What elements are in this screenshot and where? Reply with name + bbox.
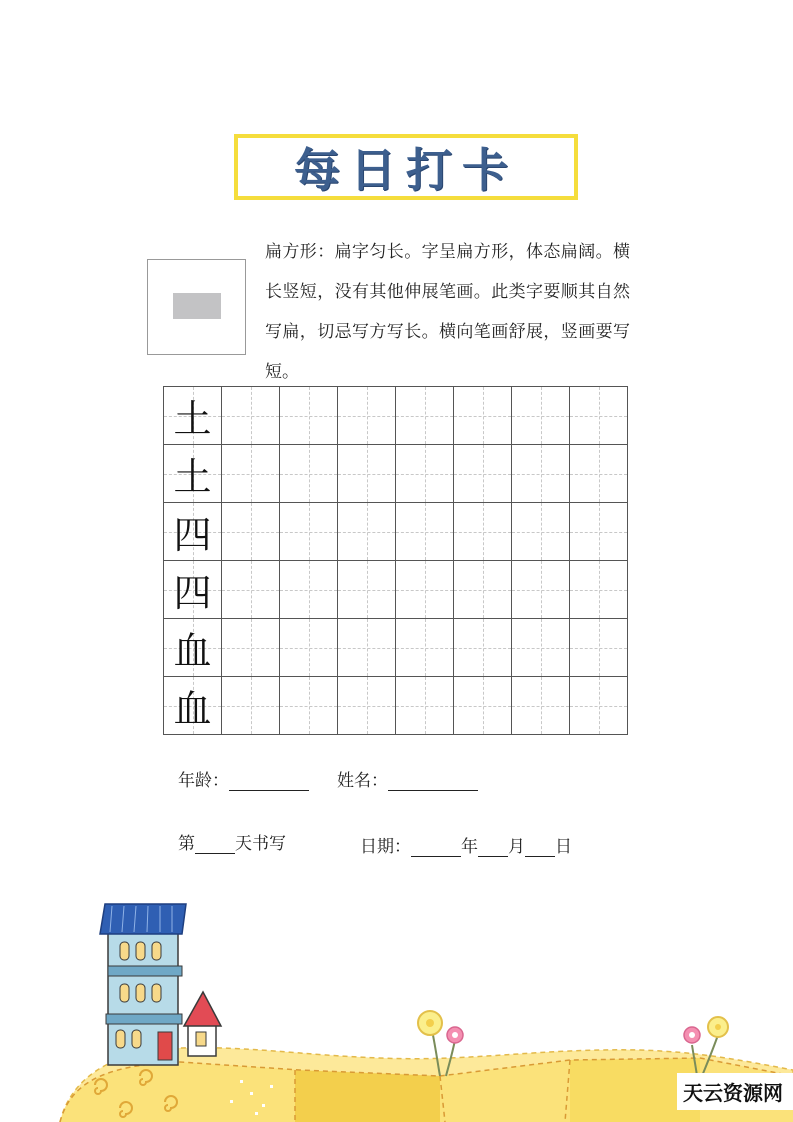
year-label: 年 xyxy=(461,837,478,857)
grid-row xyxy=(164,677,628,735)
name-field[interactable] xyxy=(388,772,478,791)
practice-cell[interactable] xyxy=(280,503,338,561)
day-suffix: 天书写 xyxy=(235,834,286,854)
practice-cell[interactable] xyxy=(396,619,454,677)
practice-cell[interactable] xyxy=(512,677,570,735)
practice-cell[interactable] xyxy=(338,445,396,503)
date-row xyxy=(360,832,572,857)
flat-rectangle-sample xyxy=(173,293,221,319)
practice-cell[interactable] xyxy=(222,677,280,735)
practice-cell[interactable] xyxy=(222,619,280,677)
age-field[interactable] xyxy=(229,772,309,791)
month-field[interactable] xyxy=(478,838,508,857)
practice-cell[interactable] xyxy=(280,387,338,445)
tall-house xyxy=(100,904,186,1065)
writing-grid xyxy=(163,386,628,735)
practice-cell[interactable] xyxy=(454,561,512,619)
practice-cell[interactable] xyxy=(222,445,280,503)
model-char-cell xyxy=(164,445,222,503)
practice-cell[interactable] xyxy=(454,387,512,445)
small-house xyxy=(184,992,221,1056)
day-row xyxy=(178,829,286,854)
practice-cell[interactable] xyxy=(570,561,628,619)
practice-cell[interactable] xyxy=(222,387,280,445)
title-banner xyxy=(234,134,578,200)
practice-cell[interactable] xyxy=(280,561,338,619)
model-char-cell xyxy=(164,387,222,445)
practice-cell[interactable] xyxy=(396,561,454,619)
practice-cell[interactable] xyxy=(570,503,628,561)
practice-cell[interactable] xyxy=(396,677,454,735)
day-field[interactable] xyxy=(525,838,555,857)
practice-cell[interactable] xyxy=(454,619,512,677)
practice-cell[interactable] xyxy=(280,619,338,677)
day-label: 日 xyxy=(555,837,572,857)
page-title: 每日打卡 xyxy=(294,143,518,197)
practice-cell[interactable] xyxy=(338,677,396,735)
practice-cell[interactable] xyxy=(338,619,396,677)
grid-row xyxy=(164,445,628,503)
model-character: 四 xyxy=(173,513,212,557)
grid-row xyxy=(164,387,628,445)
model-char-cell xyxy=(164,503,222,561)
grid-row xyxy=(164,561,628,619)
hill-patch-1 xyxy=(295,1070,440,1122)
practice-cell[interactable] xyxy=(338,503,396,561)
model-char-cell xyxy=(164,561,222,619)
date-label: 日期： xyxy=(360,837,411,857)
model-character: 血 xyxy=(173,629,212,673)
practice-cell[interactable] xyxy=(512,387,570,445)
practice-cell[interactable] xyxy=(396,387,454,445)
practice-cell[interactable] xyxy=(222,503,280,561)
model-character: 血 xyxy=(173,687,212,731)
practice-cell[interactable] xyxy=(222,561,280,619)
practice-cell[interactable] xyxy=(280,677,338,735)
description-text: 扁方形：扁字匀长。字呈扁方形，体态扁阔。横长竖短，没有其他伸展笔画。此类字要顺其自然写扁，切忌写方写长。横向笔画舒展，竖画要写短。 xyxy=(265,242,630,382)
grid-row xyxy=(164,619,628,677)
practice-cell[interactable] xyxy=(454,503,512,561)
watermark: 天云资源网 xyxy=(677,1073,793,1110)
practice-cell[interactable] xyxy=(512,503,570,561)
model-character: 四 xyxy=(173,571,212,615)
model-char-cell xyxy=(164,619,222,677)
practice-cell[interactable] xyxy=(570,445,628,503)
practice-cell[interactable] xyxy=(338,387,396,445)
practice-cell[interactable] xyxy=(454,677,512,735)
day-count-field[interactable] xyxy=(195,835,235,854)
practice-cell[interactable] xyxy=(338,561,396,619)
practice-cell[interactable] xyxy=(570,387,628,445)
month-label: 月 xyxy=(508,837,525,857)
model-char-cell xyxy=(164,677,222,735)
practice-cell[interactable] xyxy=(512,445,570,503)
practice-cell[interactable] xyxy=(454,445,512,503)
house-hill-illustration xyxy=(0,880,793,1122)
year-field[interactable] xyxy=(411,838,461,857)
grid-row xyxy=(164,503,628,561)
name-label: 姓名： xyxy=(337,771,388,791)
day-prefix: 第 xyxy=(178,834,195,854)
practice-cell[interactable] xyxy=(570,619,628,677)
practice-cell[interactable] xyxy=(280,445,338,503)
sample-shape-frame xyxy=(147,259,246,355)
practice-cell[interactable] xyxy=(396,445,454,503)
age-label: 年龄： xyxy=(178,771,229,791)
practice-cell[interactable] xyxy=(396,503,454,561)
age-name-row xyxy=(178,766,478,791)
grid-table xyxy=(163,386,628,735)
practice-cell[interactable] xyxy=(512,619,570,677)
model-character: 土 xyxy=(173,455,212,499)
practice-cell[interactable] xyxy=(512,561,570,619)
practice-cell[interactable] xyxy=(570,677,628,735)
model-character: 土 xyxy=(173,397,212,441)
